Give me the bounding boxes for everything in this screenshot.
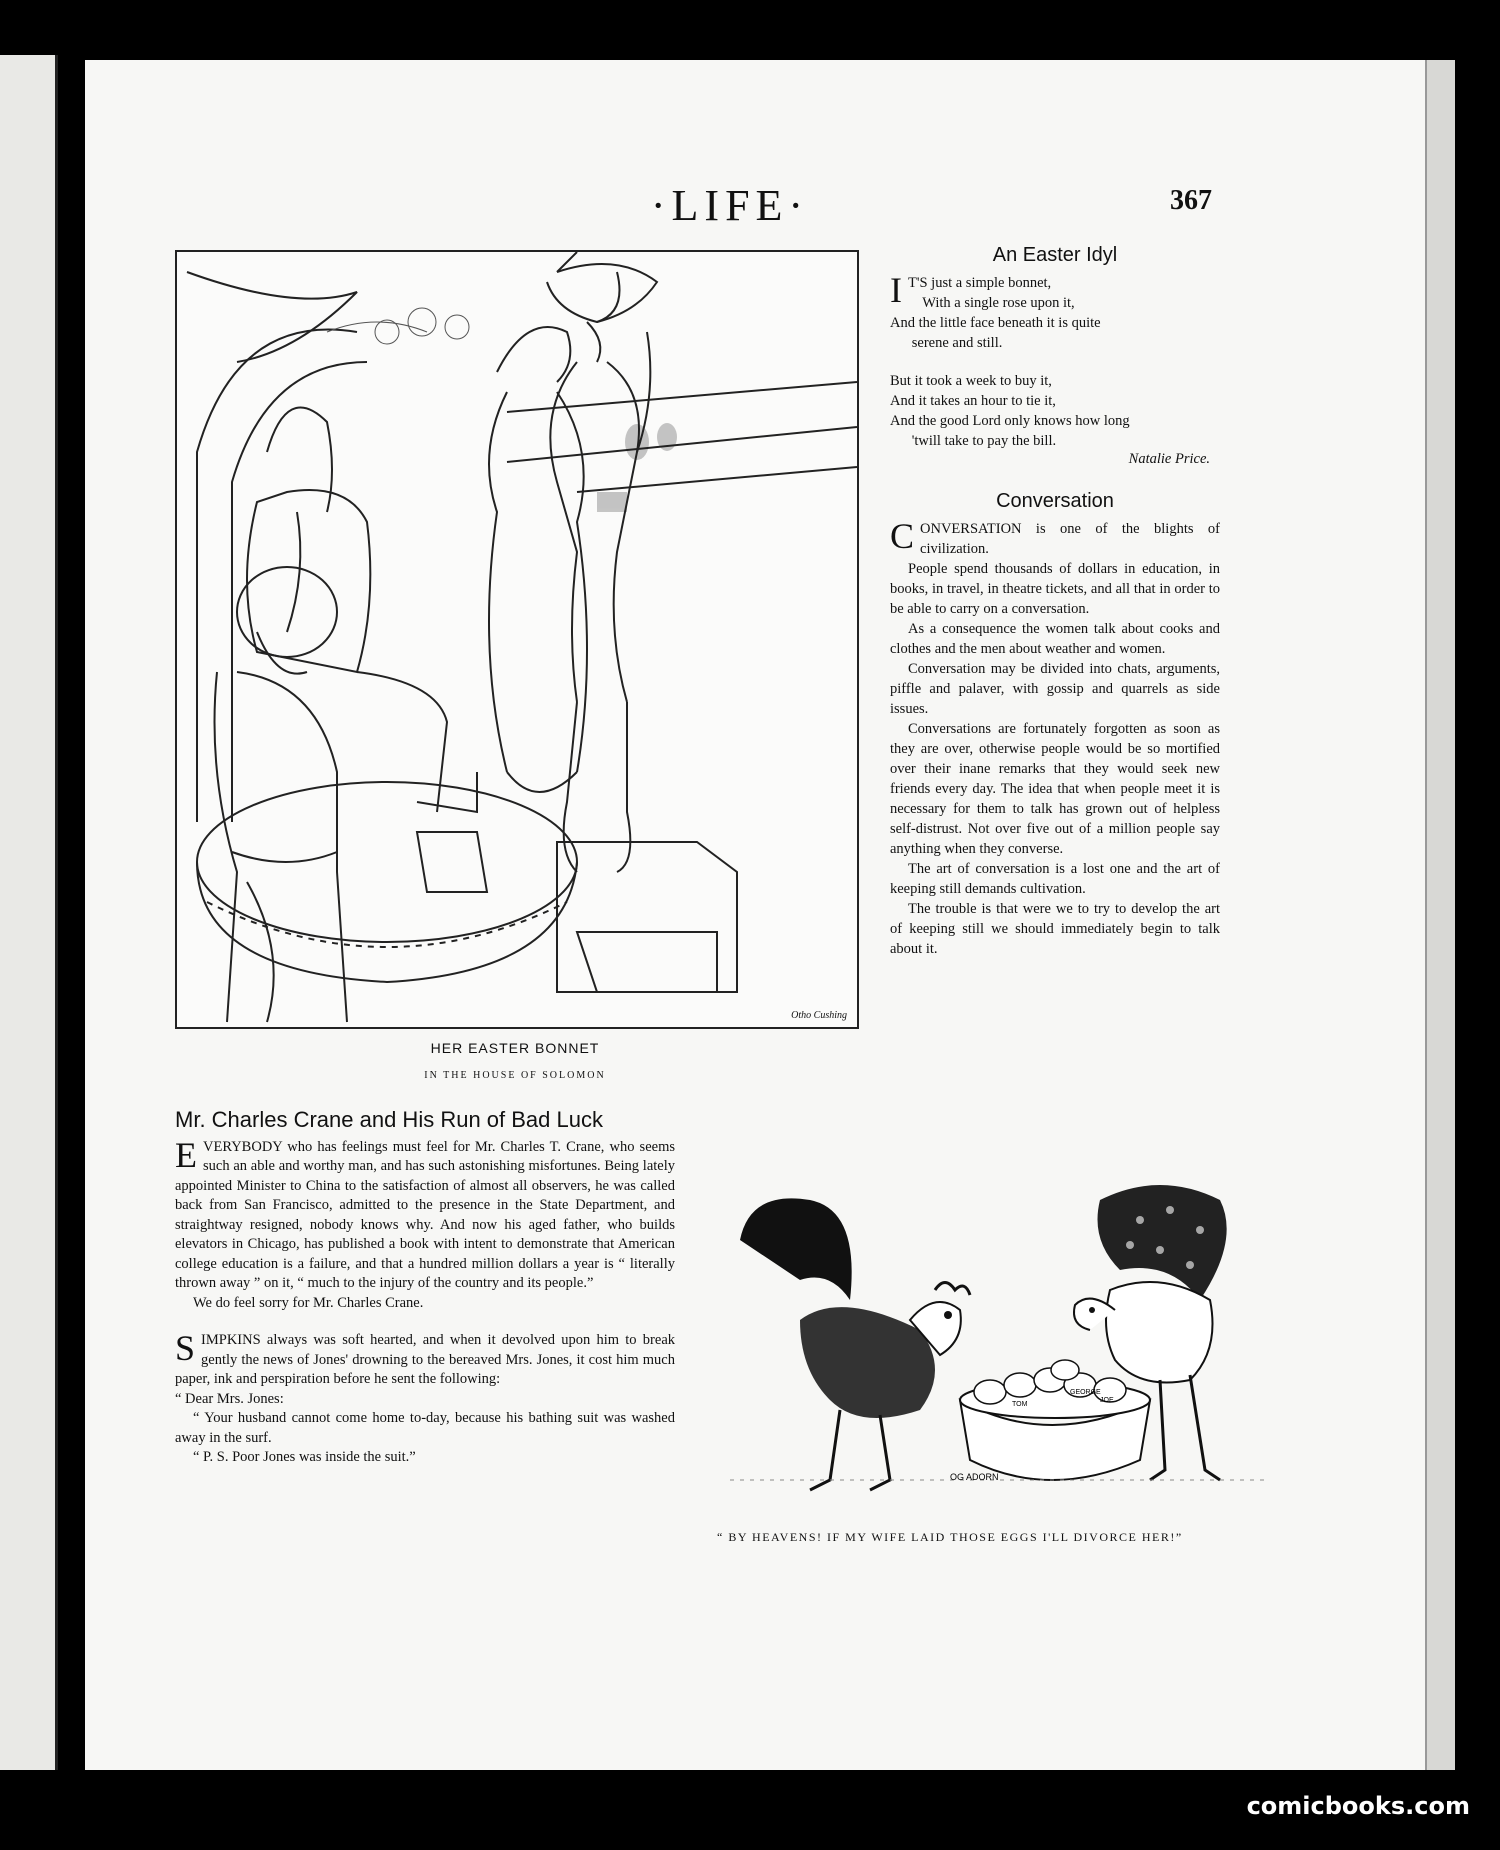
illustration-caption-title: HER EASTER BONNET [430, 1040, 600, 1056]
easter-bonnet-illustration [175, 250, 859, 1029]
poem-dropcap: I [890, 270, 902, 310]
paragraph: People spend thousands of dollars in education, in books, in travel, in theatre tickets, and all that in order to be able to carry on a conversation. [890, 561, 1220, 617]
site-watermark: comicbooks.com [1246, 1792, 1470, 1820]
paragraph: Conversation may be divided into chats, arguments, piffle and palaver, with gossip and quarrels as side issues. [890, 661, 1220, 717]
paragraph: The trouble is that were we to try to develop the art of keeping still we should immediately begin to talk about it. [890, 901, 1220, 957]
illustration-caption-subtitle: IN THE HOUSE OF SOLOMON [424, 1070, 606, 1081]
paragraph [890, 516, 1220, 559]
poem-line: And it takes an hour to tie it, [890, 393, 1056, 409]
letter-body: “ Your husband cannot come home to-day, because his bathing suit was washed away in the surf. [175, 1410, 675, 1446]
paragraph: We do feel sorry for Mr. Charles Crane. [193, 1294, 424, 1311]
poem-author: Natalie Price. [1128, 451, 1210, 467]
article-dropcap: E [175, 1134, 197, 1175]
egg-label: JOE [1100, 1397, 1114, 1404]
egg-label: GEORGE [1070, 1389, 1101, 1396]
page-number: 367 [1170, 185, 1212, 216]
facing-page-edge [0, 55, 58, 1770]
paragraph-text: IMPKINS always was soft hearted, and when it devolved upon him to break gently the news of Jones' drowning to the bereaved Mrs. Jones, it cost him much paper, ink and perspiration before he sent the following: [175, 1332, 675, 1387]
poem-line: 'twill take to pay the bill. [890, 433, 1057, 449]
simpkins-dropcap: S [175, 1328, 196, 1368]
conversation-body [890, 516, 1220, 959]
paragraph: Conversations are fortunately forgotten as soon as they are over, otherwise people would be so mortified over their inane remarks that they would seek new friends every day. The idea that when people meet it is necessary for them to talk has grown out of helpless self-distrust. Not over five out of a million people say anything when they converse. [890, 721, 1220, 857]
right-column [890, 245, 1220, 959]
crane-article [175, 1107, 675, 1468]
poem-line: T'S just a simple bonnet, [908, 275, 1052, 291]
poem-line: But it took a week to buy it, [890, 373, 1052, 389]
poem-line: serene and still. [890, 335, 1003, 351]
paragraph: As a consequence the women talk about cooks and clothes and the men about weather and women. [890, 621, 1220, 657]
poem-stanza-2 [890, 371, 1220, 451]
page-stack-edge [1425, 60, 1455, 1770]
roosters-caption: “ BY HEAVENS! IF MY WIFE LAID THOSE EGGS I'LL DIVORCE HER!” [717, 1530, 1183, 1544]
roosters-illustration [720, 1180, 1280, 1520]
easter-bonnet-drawing [177, 252, 857, 1027]
artist-signature: OG ADORN [950, 1472, 999, 1482]
letter-postscript: “ P. S. Poor Jones was inside the suit.” [193, 1449, 416, 1465]
letter-salutation: “ Dear Mrs. Jones: [175, 1390, 284, 1407]
conversation-dropcap: C [890, 516, 915, 556]
egg-label: TOM [1012, 1401, 1028, 1408]
roosters-drawing [720, 1180, 1280, 1520]
poem-stanza-1 [890, 270, 1220, 353]
paragraph [175, 1328, 675, 1390]
paragraph-text: ONVERSATION is one of the blights of civilization. [920, 521, 1220, 557]
paragraph-text: VERYBODY who has feelings must feel for Mr. Charles T. Crane, who seems such an able and worthy man, and has such astonishing misfortunes. Being lately appointed Minister to China to the satisfaction of almost all observers, he was called back from San Francisco, admitted to the presence in the State Department, and straightway resigned, nobody knows why. And now his aged father, who builds elevators in Chicago, has published a book with intent to demonstrate that American college education is a failure, and that a hundred million dollars a year is “ literally thrown away ” on it, “ much to the injury of the country and its people.” [175, 1138, 675, 1291]
poem-line: And the little face beneath it is quite [890, 315, 1101, 331]
conversation-title: Conversation [996, 490, 1114, 512]
artist-signature: Otho Cushing [791, 1010, 847, 1021]
paragraph [175, 1134, 675, 1294]
poem-line: With a single rose upon it, [908, 295, 1075, 311]
poem-line: And the good Lord only knows how long [890, 413, 1130, 429]
paragraph: The art of conversation is a lost one and the art of keeping still demands cultivation. [890, 861, 1220, 897]
poem-title: An Easter Idyl [992, 244, 1118, 266]
masthead-title: ·LIFE· [650, 181, 810, 230]
article-title: Mr. Charles Crane and His Run of Bad Luck [175, 1107, 603, 1132]
